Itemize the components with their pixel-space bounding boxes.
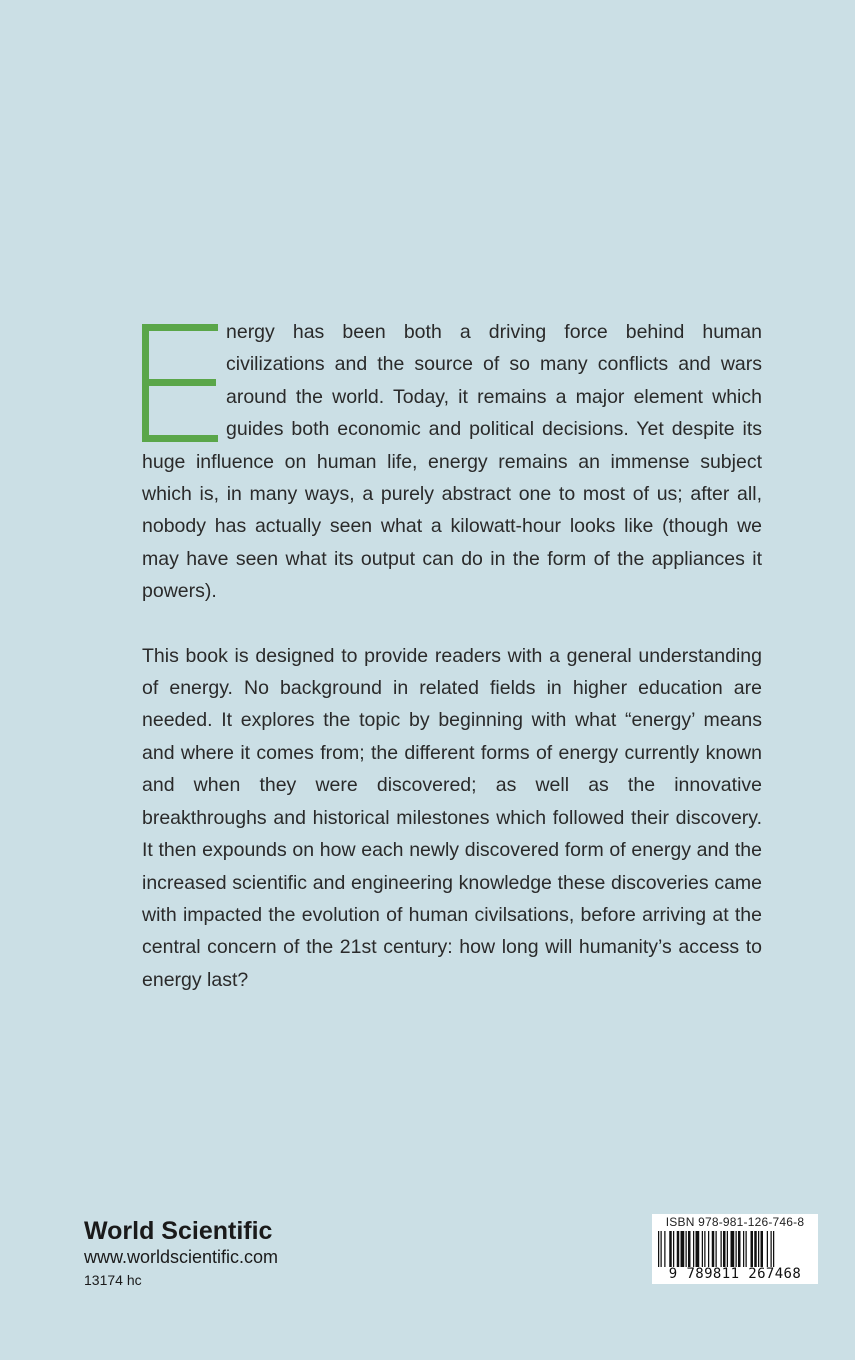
isbn-barcode: [652, 1214, 818, 1284]
blurb-paragraph-1-text: nergy has been both a driving force behind human civilizations and the source of so many conflicts and wars around the world. Today, it remains a major element which guides both economic and political decisions. Yet despite its huge influence on human life, energy remains an immense subject which is, in many ways, a purely abstract one to most of us; after all, nobody has actually seen what a kilowatt-hour looks like (though we may have seen what its output can do in the form of the appliances it powers).: [142, 321, 762, 603]
barcode-bars: [656, 1231, 814, 1267]
catalog-code: 13174 hc: [84, 1272, 142, 1288]
isbn-label: ISBN 978-981-126-746-8: [665, 1215, 805, 1229]
isbn-digits: 9 789811 267468: [668, 1266, 802, 1282]
blurb-paragraph-2: This book is designed to provide readers with a general understanding of energy. No background in related fields in higher education are needed. It explores the topic by beginning with what “energy’ means and where it comes from; the different forms of energy currently known and when they were discovered; as well as the innovative breakthroughs and historical milestones which followed their discovery. It then expounds on how each newly discovered form of energy and the increased scientific and engineering knowledge these discoveries came with impacted the evolution of human civilsations, before arriving at the central concern of the 21st century: how long will humanity’s access to energy last?: [142, 644, 762, 991]
publisher-name: World Scientific: [84, 1217, 273, 1245]
blurb-paragraph-1: [142, 316, 762, 608]
publisher-block: [84, 1216, 278, 1290]
back-cover-blurb: [142, 316, 762, 996]
dropcap-letter: [142, 324, 218, 442]
publisher-url: www.worldscientific.com: [84, 1247, 279, 1267]
